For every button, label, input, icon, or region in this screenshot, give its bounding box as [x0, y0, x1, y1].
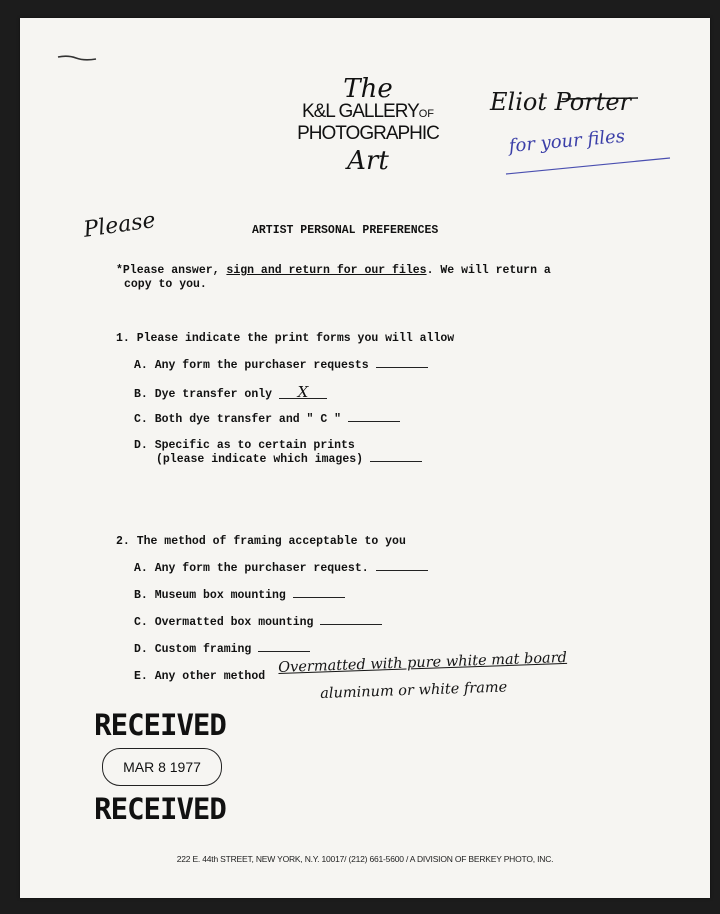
q2-option-b-blank[interactable] [293, 597, 345, 598]
letterhead-footer: 222 E. 44th STREET, NEW YORK, N.Y. 10017/ (212) 661-5600 / A DIVISION OF BERKEY PHOTO, INC. [176, 854, 554, 864]
q2-option-e: E. Any other method [134, 670, 266, 683]
logo-line-the: The [343, 74, 393, 104]
handwritten-please: Please [82, 207, 158, 243]
handwritten-name: Eliot Porter [490, 88, 632, 116]
pencil-mark [56, 54, 98, 62]
question-1-label: 1. Please indicate the print forms you will allow [116, 332, 455, 345]
stamp-bottom-text: RECEIVED [94, 792, 226, 826]
name-strike-line [560, 96, 640, 102]
instruction-line-1: *Please answer, sign and return for our files. We will return a [116, 264, 551, 277]
q1-option-b-answer[interactable]: X [279, 386, 327, 399]
q2-option-a: A. Any form the purchaser request. [134, 562, 428, 575]
q2-option-d: D. Custom framing [134, 643, 310, 656]
received-stamp [70, 708, 250, 836]
files-note-underline [504, 148, 674, 178]
form-title: ARTIST PERSONAL PREFERENCES [252, 224, 439, 237]
logo-line-art: Art [347, 146, 389, 176]
q1-option-b: B. Dye transfer only X [134, 386, 327, 401]
q2-option-e-answer-line2: aluminum or white frame [320, 679, 508, 702]
q2-option-c-blank[interactable] [320, 624, 382, 625]
q2-option-e-answer[interactable]: Overmatted with pure white mat board [278, 649, 568, 676]
logo-line-photographic: PHOTOGRAPHIC [297, 123, 439, 144]
q1-option-d: D. Specific as to certain prints [134, 439, 355, 452]
q1-option-a-blank[interactable] [376, 367, 428, 368]
logo-line-gallery: K&L GALLERYOF [301, 101, 435, 122]
q2-option-b: B. Museum box mounting [134, 589, 345, 602]
stamp-top-text: RECEIVED [94, 708, 226, 742]
q1-option-a: A. Any form the purchaser requests [134, 359, 428, 372]
question-2-label: 2. The method of framing acceptable to you [116, 535, 406, 548]
q1-option-c-blank[interactable] [348, 421, 400, 422]
q2-option-c: C. Overmatted box mounting [134, 616, 382, 629]
document-page [20, 18, 710, 898]
q1-option-d-blank[interactable] [370, 461, 422, 462]
instruction-line-2: copy to you. [124, 278, 207, 291]
gallery-logo [268, 76, 468, 216]
stamp-date: MAR 8 1977 [102, 748, 222, 786]
q2-option-d-blank[interactable] [258, 651, 310, 652]
q2-option-a-blank[interactable] [376, 570, 428, 571]
handwritten-files-note: for your files [508, 125, 626, 157]
q1-option-c: C. Both dye transfer and " C " [134, 413, 400, 426]
q1-option-d-line2: (please indicate which images) [156, 453, 422, 466]
